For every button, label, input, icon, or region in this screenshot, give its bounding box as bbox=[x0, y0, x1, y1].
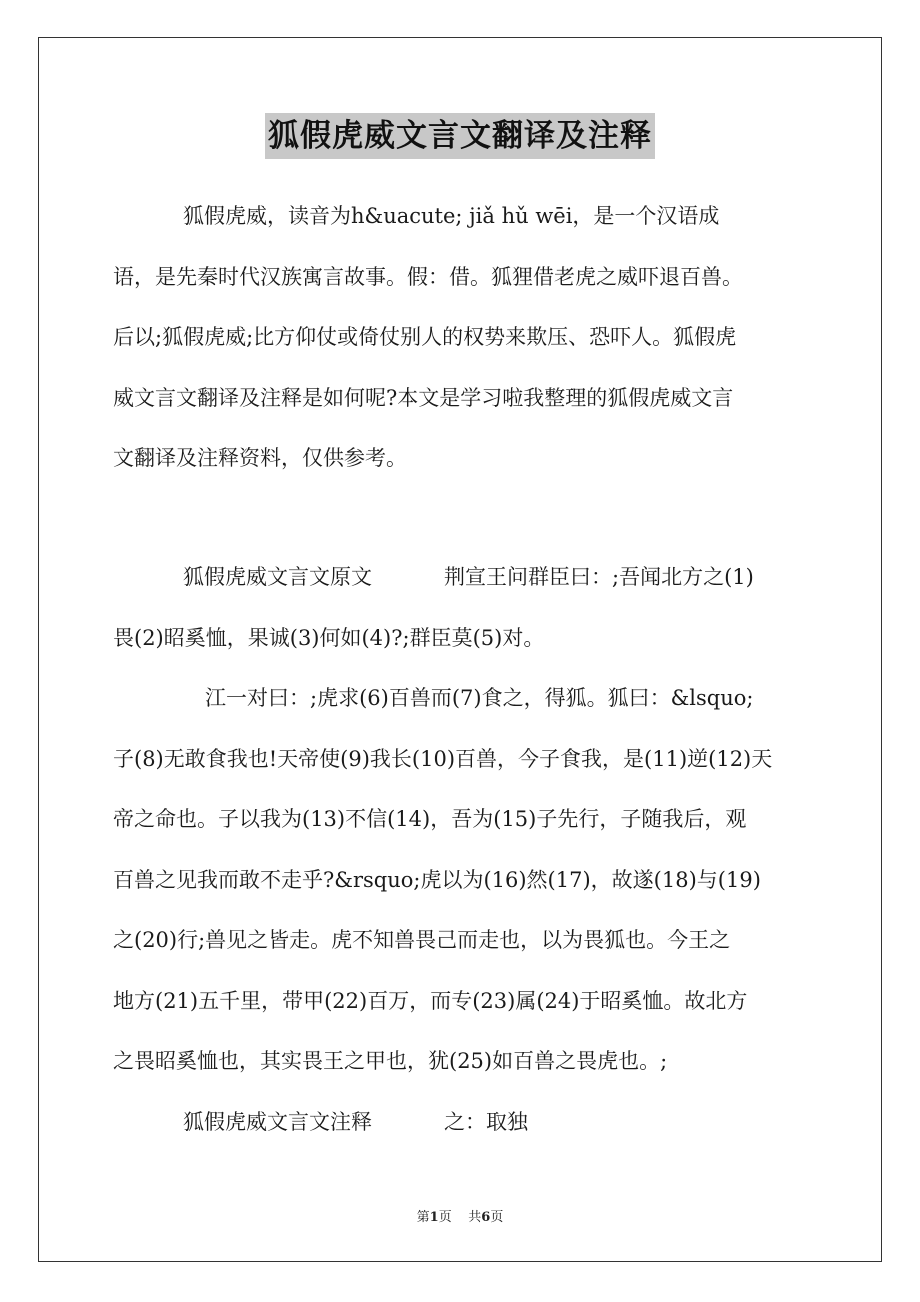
story-line: 地方(21)五千里，带甲(22)百万，而专(23)属(24)于昭奚恤。故北方 bbox=[113, 988, 748, 1013]
intro-line: 威文言文翻译及注释是如何呢?本文是学习啦我整理的狐假虎威文言 bbox=[113, 385, 734, 410]
notes-first-entry: 之：取独 bbox=[444, 1109, 528, 1134]
original-first-line: 荆宣王问群臣曰：;吾闻北方之(1) bbox=[444, 565, 754, 589]
intro-line: 语，是先秦时代汉族寓言故事。假：借。狐狸借老虎之威吓退百兽。 bbox=[113, 264, 743, 289]
notes-heading-line bbox=[113, 1092, 853, 1153]
page-suffix: 页 bbox=[438, 1210, 452, 1225]
total-prefix: 共 bbox=[468, 1210, 482, 1225]
title-wrapper bbox=[0, 113, 920, 159]
story-line: 百兽之见我而敢不走乎?&rsquo;虎以为(16)然(17)，故遂(18)与(19) bbox=[113, 867, 761, 892]
original-heading-line bbox=[113, 547, 853, 608]
intro-paragraph bbox=[113, 186, 853, 489]
story-line: 之畏昭奚恤也，其实畏王之甲也，犹(25)如百兽之畏虎也。; bbox=[113, 1049, 668, 1073]
page-prefix: 第 bbox=[416, 1210, 430, 1225]
story-line: 之(20)行;兽见之皆走。虎不知兽畏己而走也，以为畏狐也。今王之 bbox=[113, 928, 731, 952]
original-heading: 狐假虎威文言文原文 bbox=[183, 565, 372, 589]
page-footer bbox=[0, 1206, 920, 1225]
intro-line: 文翻译及注释资料，仅供参考。 bbox=[113, 446, 407, 470]
notes-heading: 狐假虎威文言文注释 bbox=[183, 1109, 372, 1134]
intro-line: 后以;狐假虎威;比方仰仗或倚仗别人的权势来欺压、恐吓人。狐假虎 bbox=[113, 325, 737, 349]
current-page-number: 1 bbox=[429, 1210, 439, 1225]
story-line: 子(8)无敢食我也!天帝使(9)我长(10)百兽，今子食我，是(11)逆(12)天 bbox=[113, 746, 773, 771]
document-title: 狐假虎威文言文翻译及注释 bbox=[265, 113, 655, 159]
intro-line: 狐假虎威，读音为h&uacute; jiǎ hǔ wēi，是一个汉语成 bbox=[183, 204, 720, 228]
original-second-line: 畏(2)昭奚恤，果诚(3)何如(4)?;群臣莫(5)对。 bbox=[113, 625, 545, 650]
total-page-count: 6 bbox=[481, 1210, 491, 1225]
original-text-section bbox=[113, 547, 853, 1152]
story-line: 江一对曰：;虎求(6)百兽而(7)食之，得狐。狐曰：&lsquo; bbox=[205, 686, 754, 710]
total-suffix: 页 bbox=[490, 1210, 504, 1225]
story-line: 帝之命也。子以我为(13)不信(14)，吾为(15)子先行，子随我后，观 bbox=[113, 807, 747, 831]
